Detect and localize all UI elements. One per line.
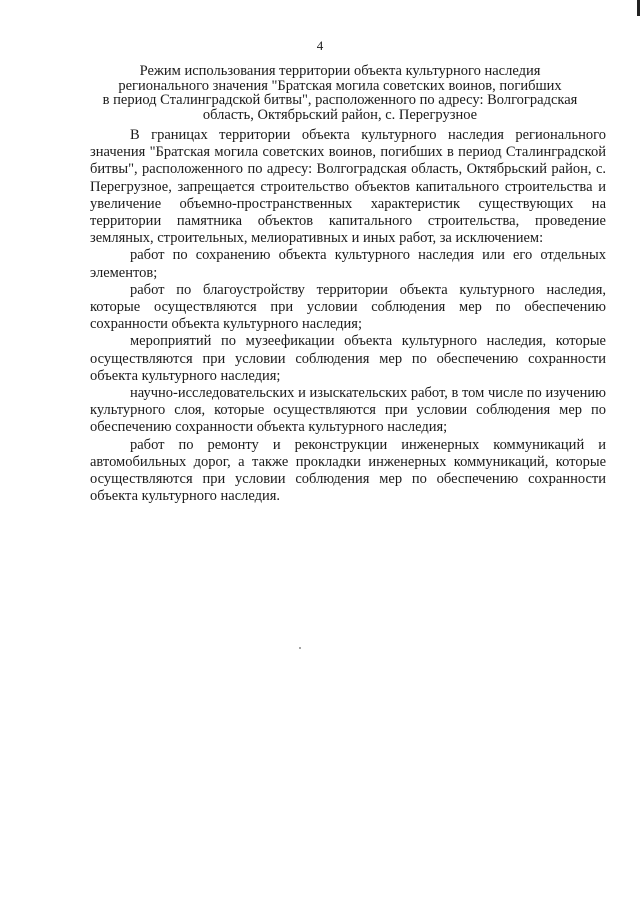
title-line: в период Сталинградской битвы", расположенного по адресу: Волгоградская (102, 92, 578, 108)
exception-item: мероприятий по музеефикации объекта культурного наследия, которые осуществляются при условии соблюдения мер по обеспечению сохранности объекта культурного наследия; (90, 333, 606, 384)
exception-item: работ по благоустройству территории объекта культурного наследия, которые осуществляются при условии соблюдения мер по обеспечению сохранности объекта культурного наследия; (90, 281, 606, 333)
exception-item: работ по ремонту и реконструкции инженерных коммуникаций и автомобильных дорог, а также прокладки инженерных коммуникаций, которые осуществляются при условии соблюдения мер по обеспечению сохранности объекта культурного наследия. (90, 436, 606, 505)
title-line: Режим использования территории объекта культурного наследия (139, 63, 541, 79)
document-body (90, 127, 606, 505)
title-line: регионального значения "Братская могила советских воинов, погибших (118, 77, 562, 94)
exception-item: научно-исследовательских и изыскательских работ, в том числе по изучению культурного слоя, которые осуществляются при условии соблюдения мер по обеспечению сохранности объекта культурного наследия; (90, 385, 606, 436)
document-title (70, 64, 610, 122)
title-line: область, Октябрьский район, с. Перегрузное (202, 106, 478, 123)
page-number: 4 (316, 38, 324, 53)
intro-paragraph: В границах территории объекта культурного наследия регионального значения "Братская могила советских воинов, погибших в период Сталинградской битвы", расположенного по адресу: Волгоградская область, Октябрьский район, с. Перегрузное, запрещается строительство объектов капитального строительства и увеличение объемно-пространственных характеристик существующих на территории памятника объектов капитального строительства, проведение земляных, строительных, мелиоративных и иных работ, за исключением: (90, 127, 606, 247)
scan-speck (299, 647, 301, 649)
exception-item: работ по сохранению объекта культурного наследия или его отдельных элементов; (90, 247, 606, 281)
